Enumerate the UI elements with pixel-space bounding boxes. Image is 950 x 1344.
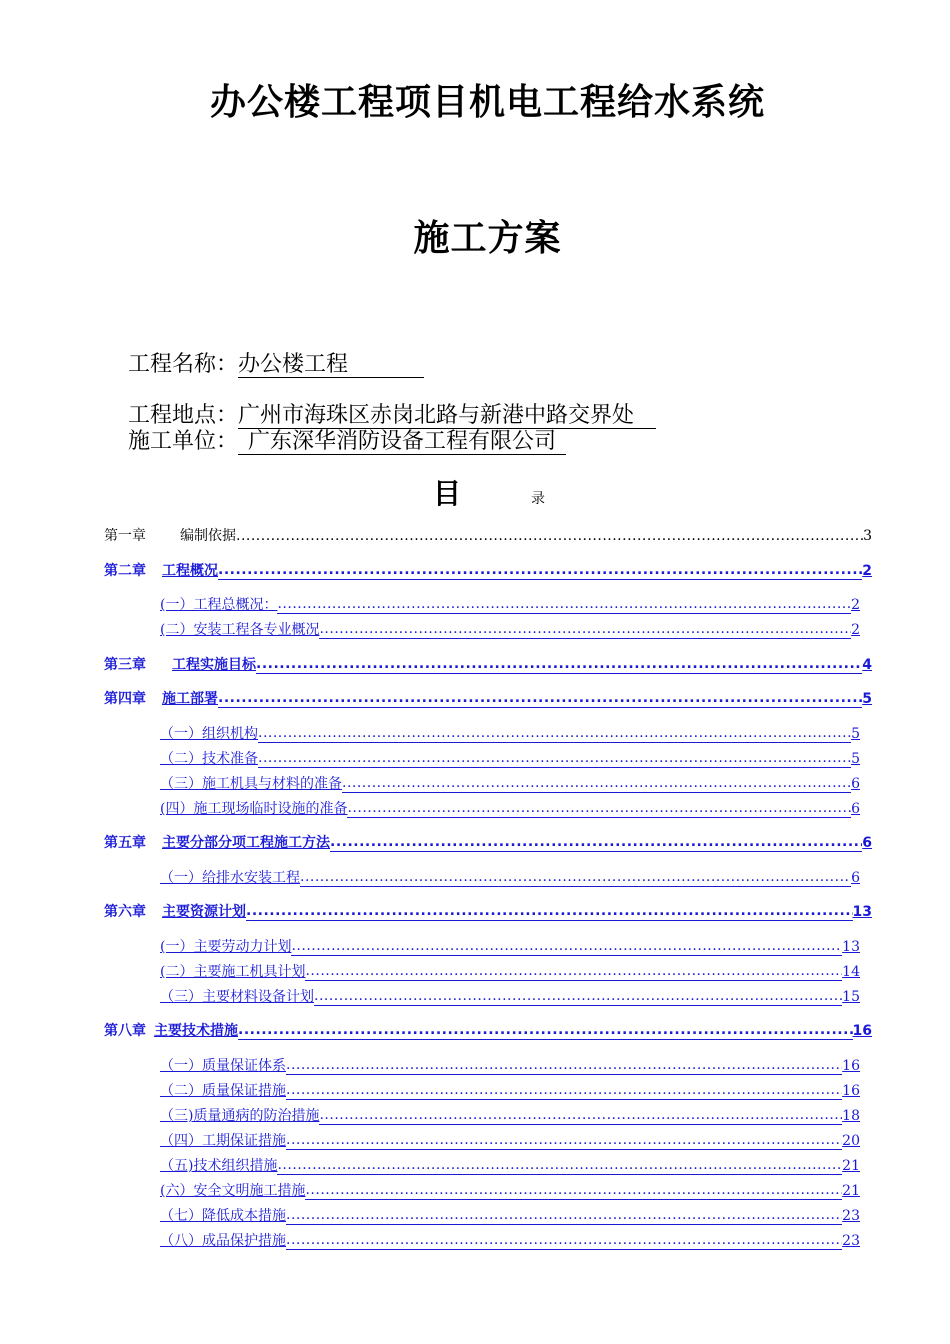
toc-entry-page: 4 bbox=[862, 657, 872, 673]
contractor-value: 广东深华消防设备工程有限公司 bbox=[238, 430, 566, 455]
toc-entry-title: （七）降低成本措施 bbox=[160, 1208, 286, 1224]
document-title-line1: 办公楼工程项目机电工程给水系统 bbox=[209, 82, 765, 123]
toc-entry-title: 工程概况 bbox=[162, 563, 218, 579]
toc-entry-page: 5 bbox=[862, 691, 872, 707]
toc-entry-number: 第八章 bbox=[104, 1023, 146, 1039]
toc-entry-section[interactable] bbox=[160, 750, 860, 768]
toc-entry-section[interactable] bbox=[160, 1132, 860, 1150]
toc-entry-title: 编制依据 bbox=[180, 528, 236, 544]
toc-entry-title: （四）工期保证措施 bbox=[160, 1133, 286, 1149]
toc-entry-title: 施工部署 bbox=[162, 691, 218, 707]
toc-heading-small: 录 bbox=[531, 491, 546, 507]
toc-entry-section[interactable] bbox=[160, 621, 860, 639]
toc-entry-title: （三）施工机具与材料的准备 bbox=[160, 776, 342, 792]
toc-entry-page: 21 bbox=[842, 1158, 860, 1174]
toc-entry-page: 2 bbox=[862, 563, 872, 579]
toc-entry-title: （一）质量保证体系 bbox=[160, 1058, 286, 1074]
toc-entry-chapter-3[interactable] bbox=[104, 656, 872, 674]
toc-entry-title: (二）主要施工机具计划 bbox=[160, 964, 306, 980]
toc-entry-page: 21 bbox=[842, 1183, 860, 1199]
toc-entry-chapter-2[interactable] bbox=[104, 562, 872, 580]
document-title-line2: 施工方案 bbox=[413, 218, 562, 259]
toc-entry-page: 13 bbox=[852, 904, 872, 920]
toc-entry-section[interactable] bbox=[160, 1207, 860, 1225]
toc-entry-title: （三)质量通病的防治措施 bbox=[160, 1108, 320, 1124]
toc-entry-section[interactable] bbox=[160, 1082, 860, 1100]
toc-entry-page: 6 bbox=[851, 801, 860, 817]
toc-entry-page: 16 bbox=[852, 1023, 872, 1039]
toc-entry-chapter-8[interactable] bbox=[104, 1022, 872, 1040]
toc-entry-page: 2 bbox=[851, 622, 860, 638]
toc-entry-number: 第一章 bbox=[104, 528, 146, 544]
toc-entry-number: 第六章 bbox=[104, 904, 146, 920]
project-name-value: 办公楼工程 bbox=[238, 353, 424, 378]
toc-entry-title: 工程实施目标 bbox=[172, 657, 256, 673]
toc-entry-page: 13 bbox=[842, 939, 860, 955]
toc-entry-title: （二）质量保证措施 bbox=[160, 1083, 286, 1099]
toc-entry-page: 6 bbox=[851, 776, 860, 792]
toc-entry-section[interactable] bbox=[160, 1107, 860, 1125]
toc-entry-page: 6 bbox=[851, 870, 860, 886]
toc-heading-big: 目 bbox=[433, 477, 462, 510]
toc-entry-section[interactable] bbox=[160, 988, 860, 1006]
toc-entry-title: （一）给排水安装工程 bbox=[160, 870, 300, 886]
toc-entry-section[interactable] bbox=[160, 596, 860, 614]
toc-entry-title: （八）成品保护措施 bbox=[160, 1233, 286, 1249]
toc-entry-chapter-4[interactable] bbox=[104, 690, 872, 708]
toc-entry-title: (二）安装工程各专业概况 bbox=[160, 622, 320, 638]
toc-entry-section[interactable] bbox=[160, 775, 860, 793]
toc-entry-number: 第二章 bbox=[104, 563, 146, 579]
toc-entry-page: 23 bbox=[842, 1233, 860, 1249]
toc-entry-section[interactable] bbox=[160, 938, 860, 956]
toc-entry-title: （三）主要材料设备计划 bbox=[160, 989, 314, 1005]
toc-entry-section[interactable] bbox=[160, 1232, 860, 1250]
toc-entry-page: 5 bbox=[851, 726, 860, 742]
toc-entry-page: 5 bbox=[851, 751, 860, 767]
toc-entry-page: 16 bbox=[842, 1083, 860, 1099]
toc-entry-title: 主要资源计划 bbox=[162, 904, 246, 920]
project-name-row bbox=[128, 351, 424, 379]
toc-entry-section[interactable] bbox=[160, 1157, 860, 1175]
toc-entry-chapter-1[interactable] bbox=[104, 527, 872, 545]
toc-entry-title: (四）施工现场临时设施的准备 bbox=[160, 801, 348, 817]
toc-entry-number: 第四章 bbox=[104, 691, 146, 707]
toc-entry-page: 14 bbox=[842, 964, 860, 980]
toc-entry-page: 23 bbox=[842, 1208, 860, 1224]
toc-entry-title: （五)技术组织措施 bbox=[160, 1158, 278, 1174]
project-name-label: 工程名称： bbox=[128, 352, 239, 377]
toc-entry-page: 15 bbox=[842, 989, 860, 1005]
toc-entry-title: (一）工程总概况： bbox=[160, 597, 278, 613]
toc-entry-chapter-5[interactable] bbox=[104, 834, 872, 852]
toc-entry-page: 16 bbox=[842, 1058, 860, 1074]
toc-entry-page: 2 bbox=[851, 597, 860, 613]
toc-heading bbox=[433, 472, 545, 512]
toc-entry-title: （二）技术准备 bbox=[160, 751, 258, 767]
toc-entry-title: 主要分部分项工程施工方法 bbox=[162, 835, 330, 851]
toc-entry-section[interactable] bbox=[160, 1057, 860, 1075]
toc-entry-page: 6 bbox=[862, 835, 872, 851]
project-site-row bbox=[128, 402, 656, 430]
toc-entry-page: 18 bbox=[842, 1108, 860, 1124]
toc-entry-title: (一）主要劳动力计划 bbox=[160, 939, 292, 955]
project-site-value: 广州市海珠区赤岗北路与新港中路交界处 bbox=[238, 404, 656, 429]
toc-entry-section[interactable] bbox=[160, 1182, 860, 1200]
toc-entry-section[interactable] bbox=[160, 725, 860, 743]
toc-entry-title: 主要技术措施 bbox=[154, 1023, 238, 1039]
toc-entry-number: 第五章 bbox=[104, 835, 146, 851]
contractor-label: 施工单位： bbox=[128, 429, 239, 454]
toc-entry-page: 20 bbox=[842, 1133, 860, 1149]
project-site-label: 工程地点： bbox=[128, 403, 239, 428]
toc-entry-section[interactable] bbox=[160, 869, 860, 887]
toc-entry-number: 第三章 bbox=[104, 657, 146, 673]
contractor-row bbox=[128, 428, 566, 456]
toc-entry-page: 3 bbox=[863, 528, 872, 544]
toc-entry-section[interactable] bbox=[160, 800, 860, 818]
toc-entry-title: （一）组织机构 bbox=[160, 726, 258, 742]
toc-entry-chapter-6[interactable] bbox=[104, 903, 872, 921]
toc-entry-section[interactable] bbox=[160, 963, 860, 981]
toc-entry-title: (六）安全文明施工措施 bbox=[160, 1183, 306, 1199]
